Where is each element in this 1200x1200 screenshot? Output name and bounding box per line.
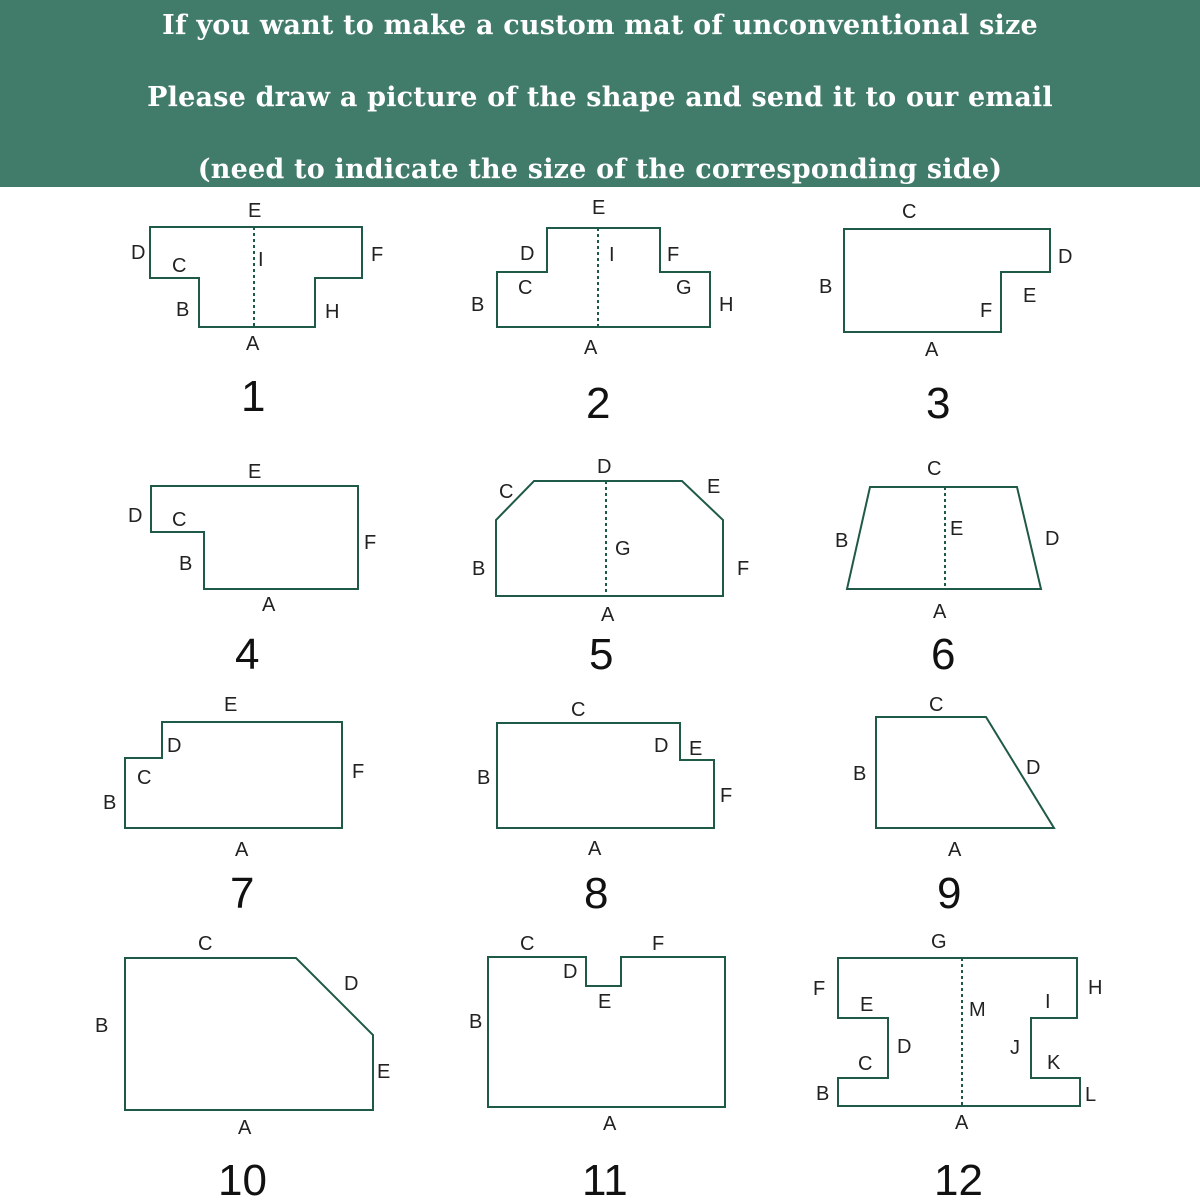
shape-6-number: 6: [931, 630, 956, 679]
shape-1-label: C: [172, 255, 187, 277]
shape-8-label: E: [689, 738, 703, 760]
shape-12-number: 12: [934, 1156, 983, 1200]
shape-12-label: L: [1085, 1084, 1097, 1106]
shape-11-outline: [488, 957, 725, 1107]
shape-8-number: 8: [584, 869, 609, 918]
shape-2-label: C: [518, 277, 533, 299]
shape-9-label: D: [1026, 757, 1041, 779]
shape-4-number: 4: [235, 630, 260, 679]
shape-9-label: A: [948, 839, 962, 861]
shape-5-outline: [496, 481, 723, 596]
banner-line-3: (need to indicate the size of the corresponding side): [197, 154, 1003, 185]
shape-12-label: I: [1045, 991, 1051, 1013]
shape-12-label: J: [1010, 1037, 1020, 1059]
shape-2-label: D: [520, 243, 535, 265]
shape-2-label: G: [676, 277, 692, 299]
shape-4-label: D: [128, 505, 143, 527]
shape-7-label: D: [167, 735, 182, 757]
shape-1-number: 1: [241, 372, 266, 421]
shape-6-label: C: [927, 458, 942, 480]
shape-2-number: 2: [586, 379, 611, 428]
shape-1-label: A: [246, 333, 260, 355]
shape-11-label: A: [603, 1113, 617, 1135]
shape-6-label: D: [1045, 528, 1060, 550]
shape-4-label: A: [262, 594, 276, 616]
shape-12-label: H: [1088, 977, 1103, 999]
shape-3-label: D: [1058, 246, 1073, 268]
shape-11-label: C: [520, 933, 535, 955]
shape-12-label: B: [816, 1083, 830, 1105]
shape-5-label: A: [601, 604, 615, 626]
shape-4-label: B: [179, 553, 193, 575]
shape-11-label: F: [652, 933, 665, 955]
shape-10-number: 10: [218, 1156, 267, 1200]
shape-10-outline: [125, 958, 373, 1110]
shape-2-label: A: [584, 337, 598, 359]
shape-8-label: C: [571, 699, 586, 721]
shape-2-label: I: [609, 244, 615, 266]
shape-12-label: E: [860, 994, 874, 1016]
shape-2-label: H: [719, 294, 734, 316]
banner-line-2: Please draw a picture of the shape and send it to our email: [147, 82, 1053, 113]
shape-11-label: D: [563, 961, 578, 983]
shape-9-label: B: [853, 763, 867, 785]
shape-7-label: F: [352, 761, 365, 783]
shape-7-label: B: [103, 792, 117, 814]
shape-3-number: 3: [926, 379, 951, 428]
shape-5-label: G: [615, 538, 631, 560]
shape-8-label: B: [477, 767, 491, 789]
shape-10-label: D: [344, 973, 359, 995]
shape-2-label: F: [667, 244, 680, 266]
shape-10-label: E: [377, 1061, 391, 1083]
shape-4-label: E: [248, 461, 262, 483]
shape-5-label: B: [472, 558, 486, 580]
shape-5-number: 5: [589, 630, 614, 679]
shape-12-label: K: [1047, 1052, 1061, 1074]
shape-5-label: E: [707, 476, 721, 498]
shape-4-label: C: [172, 509, 187, 531]
shape-12-outline: [838, 958, 1080, 1106]
shape-5-label: D: [597, 456, 612, 478]
shape-9-number: 9: [937, 869, 962, 918]
shape-6-label: A: [933, 601, 947, 623]
shape-11-label: E: [598, 991, 612, 1013]
shape-12-label: D: [897, 1036, 912, 1058]
shape-7-label: E: [224, 694, 238, 716]
shape-11-number: 11: [582, 1156, 628, 1200]
shape-8-label: A: [588, 838, 602, 860]
banner-line-1: If you want to make a custom mat of unconventional size: [162, 10, 1038, 41]
shape-7-label: A: [235, 839, 249, 861]
shape-1-label: B: [176, 299, 190, 321]
shape-5-label: C: [499, 481, 514, 503]
shape-8-outline: [497, 723, 714, 828]
shape-2-label: E: [592, 197, 606, 219]
shape-5-label: F: [737, 558, 750, 580]
shape-12-label: M: [969, 999, 986, 1021]
shape-10-label: A: [238, 1117, 252, 1139]
shape-12-label: C: [858, 1053, 873, 1075]
shape-1-label: D: [131, 242, 146, 264]
shape-12-label: A: [955, 1112, 969, 1134]
shape-1-label: E: [248, 200, 262, 222]
shape-10-label: C: [198, 933, 213, 955]
shape-1-label: H: [325, 301, 340, 323]
shape-2-label: B: [471, 294, 485, 316]
shape-11-label: B: [469, 1011, 483, 1033]
shape-3-label: F: [980, 300, 993, 322]
shape-7-label: C: [137, 767, 152, 789]
shape-3-outline: [844, 229, 1050, 332]
shape-1-label: F: [371, 244, 384, 266]
shape-12-label: F: [813, 978, 826, 1000]
shape-12-label: G: [931, 931, 947, 953]
shape-1-label: I: [258, 249, 264, 271]
shape-8-label: D: [654, 735, 669, 757]
shape-3-label: A: [925, 339, 939, 361]
shape-3-label: C: [902, 201, 917, 223]
shape-10-label: B: [95, 1015, 109, 1037]
shape-8-label: F: [720, 785, 733, 807]
shape-6-label: E: [950, 518, 964, 540]
shape-7-outline: [125, 722, 342, 828]
shape-9-label: C: [929, 694, 944, 716]
shape-3-label: E: [1023, 285, 1037, 307]
shape-3-label: B: [819, 276, 833, 298]
shape-4-label: F: [364, 532, 377, 554]
shape-6-label: B: [835, 530, 849, 552]
shape-7-number: 7: [230, 869, 255, 918]
